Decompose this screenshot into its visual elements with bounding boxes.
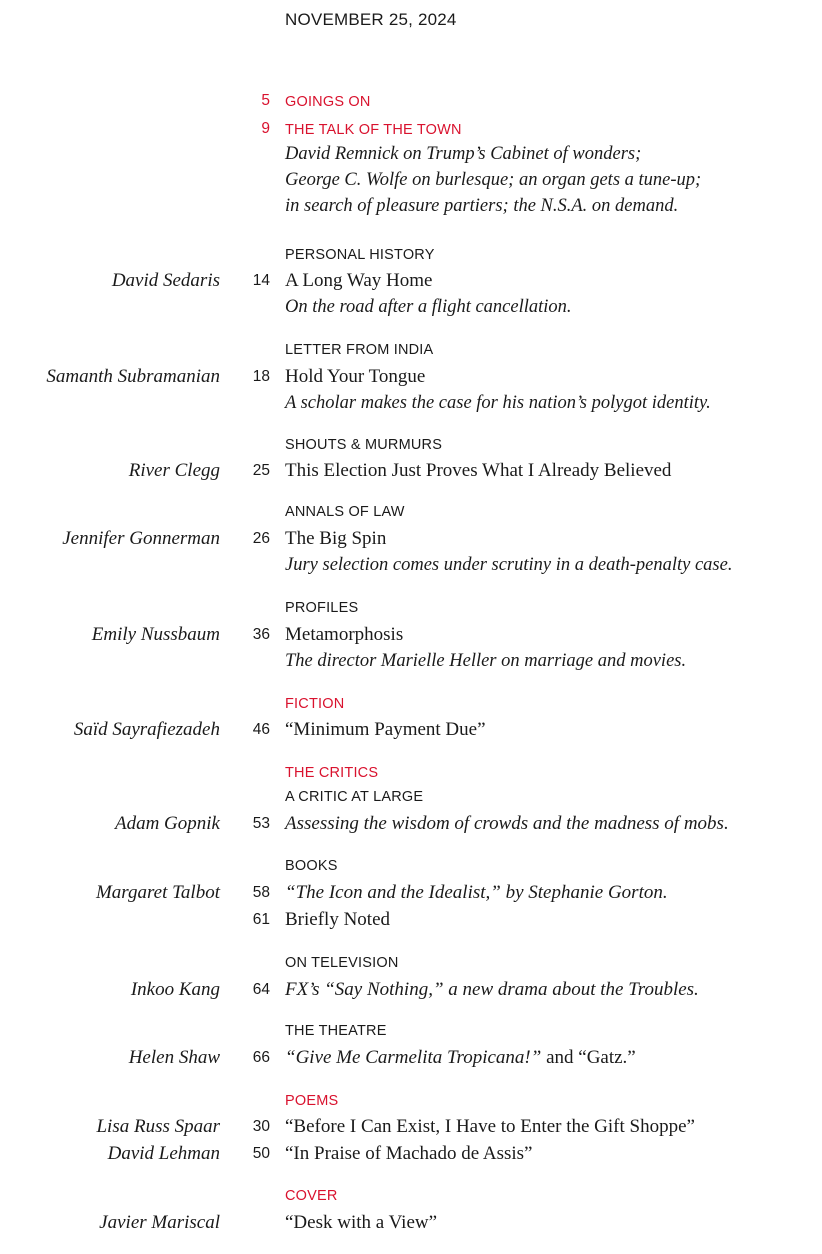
page-number: 30 [252,1118,270,1135]
author-name: Margaret Talbot [95,882,220,903]
poem-title[interactable]: “In Praise of Machado de Assis” [285,1143,533,1164]
issue-date: NOVEMBER 25, 2024 [285,10,457,29]
page-number: 46 [252,721,270,738]
article-dek: On the road after a flight cancellation. [285,297,572,317]
section-label: ON TELEVISION [285,955,399,971]
article-dek: A scholar makes the case for his nation’s polygot identity. [285,393,711,413]
page-number: 50 [252,1145,270,1162]
page-number: 14 [252,272,270,289]
section-label: A CRITIC AT LARGE [285,789,424,805]
section-label: PERSONAL HISTORY [285,247,435,263]
article-title[interactable]: “Minimum Payment Due” [285,719,486,740]
article-title[interactable]: “The Icon and the Idealist,” by Stephanie Gorton. [285,882,668,903]
section-cover[interactable]: COVER [285,1188,338,1204]
section-label: THE THEATRE [285,1023,387,1039]
author-name: David Lehman [107,1143,220,1164]
talk-dek-line: in search of pleasure partiers; the N.S.A. on demand. [285,196,679,216]
author-name: Helen Shaw [128,1047,220,1068]
author-name: David Sedaris [111,270,220,291]
section-goings-on[interactable]: GOINGS ON [285,94,371,110]
page-number: 5 [261,92,270,109]
section-talk-of-the-town[interactable]: THE TALK OF THE TOWN [285,122,462,138]
author-name: Jennifer Gonnerman [62,528,220,549]
article-title[interactable]: Briefly Noted [285,909,391,930]
talk-dek-line: David Remnick on Trump’s Cabinet of wonders; [285,144,642,164]
page-number: 53 [252,815,270,832]
author-name: Emily Nussbaum [91,624,220,645]
talk-dek-line: George C. Wolfe on burlesque; an organ gets a tune-up; [285,170,702,190]
page-number: 9 [261,120,270,137]
article-title[interactable]: Metamorphosis [285,624,404,645]
section-fiction[interactable]: FICTION [285,696,345,712]
author-name: River Clegg [128,460,220,481]
article-title-italic: “Give Me Carmelita Tropicana!” [285,1047,542,1068]
author-name: Saïd Sayrafiezadeh [73,719,220,740]
section-the-critics[interactable]: THE CRITICS [285,765,379,781]
page-number: 36 [252,626,270,643]
poem-title[interactable]: “Before I Can Exist, I Have to Enter the Gift Shoppe” [285,1116,695,1137]
article-dek: The director Marielle Heller on marriage and movies. [285,651,687,671]
article-title[interactable]: A Long Way Home [285,270,433,291]
section-label: LETTER FROM INDIA [285,342,434,358]
article-title[interactable] [285,1047,636,1069]
article-title[interactable]: The Big Spin [285,528,387,549]
page-number: 26 [252,530,270,547]
section-label: SHOUTS & MURMURS [285,437,443,453]
page-number: 25 [252,462,270,479]
section-label: ANNALS OF LAW [285,504,405,520]
article-title[interactable]: FX’s “Say Nothing,” a new drama about the Troubles. [285,979,699,1000]
article-title[interactable]: Hold Your Tongue [285,366,426,387]
author-name: Javier Mariscal [99,1212,220,1233]
cover-title[interactable]: “Desk with a View” [285,1212,438,1233]
page-number: 64 [252,981,270,998]
page-number: 18 [252,368,270,385]
author-name: Lisa Russ Spaar [96,1116,220,1137]
article-title[interactable]: This Election Just Proves What I Already Believed [285,460,672,481]
section-label: BOOKS [285,858,338,874]
article-title-rest: and “Gatz.” [541,1047,636,1068]
page-number: 61 [252,911,270,928]
section-label: PROFILES [285,600,359,616]
author-name: Inkoo Kang [130,979,220,1000]
section-poems[interactable]: POEMS [285,1093,339,1109]
article-title[interactable]: Assessing the wisdom of crowds and the madness of mobs. [285,813,729,834]
article-dek: Jury selection comes under scrutiny in a death-penalty case. [285,555,733,575]
author-name: Samanth Subramanian [46,366,220,387]
page-number: 66 [252,1049,270,1066]
author-name: Adam Gopnik [114,813,220,834]
page-number: 58 [252,884,270,901]
